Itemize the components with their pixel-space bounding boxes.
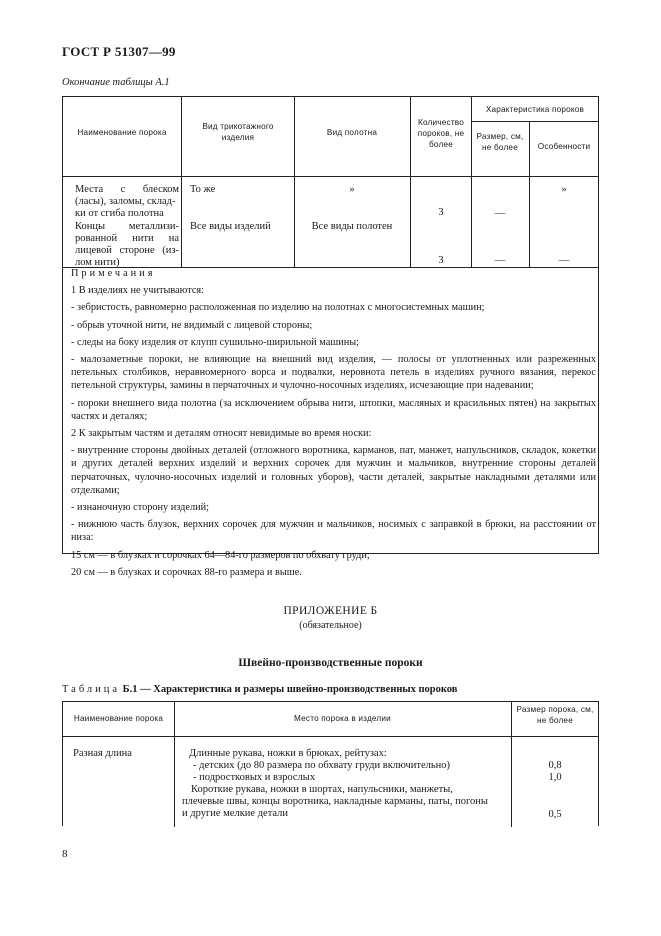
row1-features: » [561, 184, 567, 195]
table-title: Б.1 — Характеристика и размеры швейно-производственных пороков [122, 684, 458, 695]
row2-features: — [558, 255, 570, 266]
table-b1-caption [62, 684, 457, 695]
b1-row-line4: Короткие рукава, ножки в шортах, напульсники, манжеты, [191, 784, 453, 795]
row2-name-line4: лом нити) [75, 257, 120, 268]
header-characteristics: Характеристика пороков [485, 105, 585, 114]
b1-header-location: Место порока в изделии [294, 714, 391, 723]
page-number: 8 [62, 848, 68, 860]
row2-name-line1: Концы металлизи- [75, 221, 179, 232]
document-code: ГОСТ Р 51307—99 [62, 44, 176, 59]
table-b1 [62, 701, 599, 826]
b1-header-size: Размер порока, см, не более [516, 705, 594, 726]
b1-row-line5: плечевые швы, концы воротника, накладные карманы, паты, погоны [182, 796, 488, 807]
note-item: 1 В изделиях не учитываются: [71, 285, 205, 297]
b1-header-defect-name: Наименование порока [73, 714, 164, 723]
b1-row-line6: и другие мелкие детали [182, 808, 289, 819]
row1-fabric: » [349, 184, 355, 195]
b1-size-small-parts: 0,5 [548, 809, 562, 820]
note-item: - внутренние стороны двойных деталей (отложного воротника, карманов, пат, манжет, напульсников, складок, кокетки и других деталей верхних изделий и верхних сорочек для мужчин и мальчиков, внутренние стороны деталей перчаточных, чулочно-носочных изделий и головных уборов), части деталей, закрытые накладными деталями или отделками; [71, 445, 596, 496]
row2-count: 3 [438, 255, 444, 266]
b1-row-name: Разная длина [73, 748, 132, 759]
b1-size-children: 0,8 [548, 760, 562, 771]
header-defect-name: Наименование порока [77, 128, 167, 137]
b1-size-adults: 1,0 [548, 772, 562, 783]
row1-name-line1: Места с блеском [75, 184, 179, 195]
b1-row-line2: - детских (до 80 размера по обхвату груди включительно) [193, 760, 451, 771]
note-item: 15 см — в блузках и сорочках 64—84-го размеров по обхвату груди; [71, 549, 370, 561]
table-a1 [62, 96, 599, 578]
note-item: 2 К закрытым частям и деталям относят невидимые во время носки: [71, 428, 372, 440]
b1-row-line3: - подростковых и взрослых [193, 772, 316, 783]
table-label: Таблица [62, 684, 121, 695]
table-continuation-label: Окончание таблицы А.1 [62, 77, 170, 88]
row2-fabric: Все виды полотен [311, 221, 393, 232]
note-item: - обрыв уточной нити, не видимый с лицевой стороны; [71, 319, 313, 331]
note-item: - нижнюю часть блузок, верхних сорочек для мужчин и мальчиков, носимых с заправкой в брюки, на расстоянии от низа: [71, 519, 596, 544]
header-size: Размер, см, не более [476, 132, 524, 153]
header-product-type: Вид трикотажного изделия [202, 122, 274, 143]
row2-product: Все виды изделий [190, 221, 271, 232]
row1-product: То же [190, 184, 216, 195]
table-notes [71, 267, 596, 583]
appendix-status: (обязательное) [299, 620, 362, 631]
row1-name-line2: (ласы), заломы, склад- [75, 196, 176, 207]
appendix-title: ПРИЛОЖЕНИЕ Б [283, 605, 378, 617]
note-item: - малозаметные пороки, не влияющие на внешний вид изделия, — полосы от уплотненных или разреженных петельных столбиков, неравномерного ворса и подвалки, неровнота петель в изделиях ручного вязания, перекос петельной структуры, замины в перчаточных и чулочно-носочных изделиях, исчезающие при надевании; [71, 354, 596, 392]
row1-name-line3: ки от сгиба полотна [75, 208, 164, 219]
note-item: - следы на боку изделия от клупп сушильно-ширильной машины; [71, 336, 359, 348]
b1-row-line1: Длинные рукава, ножки в брюках, рейтузах: [189, 748, 387, 759]
row1-size: — [494, 208, 506, 219]
row1-count: 3 [438, 207, 444, 218]
header-fabric-type: Вид полотна [326, 128, 378, 137]
note-item: - изнаночную сторону изделий; [71, 502, 209, 514]
note-item: 20 см — в блузках и сорочках 88-го размера и выше. [71, 566, 302, 578]
section-title: Швейно-производственные пороки [238, 657, 423, 669]
row2-size: — [494, 255, 506, 266]
note-item: - пороки внешнего вида полотна (за исключением обрыва нити, штопки, масляных и красильных пятен) на закрытых частях и деталях; [71, 397, 596, 422]
note-item: - зебристость, равномерно расположенная по изделию на полотнах с многосистемных машин; [71, 302, 485, 314]
header-features: Особенности [537, 142, 591, 151]
header-count: Количество пороков, не более [417, 118, 465, 150]
row2-name-line2: рованной нити на [75, 233, 179, 244]
row2-name-line3: лицевой стороне (из- [75, 245, 179, 256]
notes-title: Примечания [71, 268, 156, 279]
